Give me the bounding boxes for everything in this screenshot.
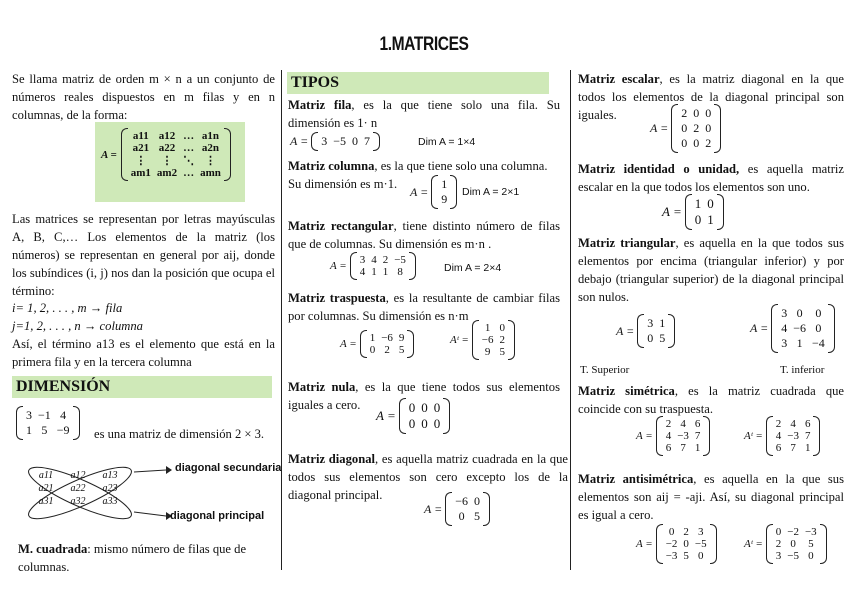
matrix-cell: 6 — [665, 442, 672, 454]
matrix-cell: 0 — [796, 306, 803, 320]
matrix-cell: 1 — [707, 212, 714, 227]
matrix-cell: 6 — [804, 418, 811, 430]
matrix-cell: −3 — [677, 430, 689, 442]
traspuesta-matrix-a: A = 1 −6 9 0 2 5 — [340, 330, 414, 358]
column-divider-1 — [281, 70, 282, 570]
matrix-cell: 0 — [815, 306, 822, 320]
matrix-cell: 0 — [369, 344, 376, 356]
matrix-cell: 5 — [499, 346, 505, 358]
simetrica-matrix-at: Aᵗ = 2 4 6 4 −3 7 6 7 1 — [744, 416, 820, 456]
columna-dim: Dim A = 2×1 — [462, 186, 520, 198]
matrix-cell: 0 — [499, 322, 505, 334]
matrix-cell: −3 — [665, 550, 678, 562]
traspuesta-text: Matriz traspuesta, es la resultante de cambiar filas por columnas. Su dimensión es n·m — [288, 291, 560, 323]
columna-text: Matriz columna, es la que tiene solo una columna. Su dimensión es m·1. — [288, 159, 548, 191]
matrix-cell: 1 — [369, 332, 376, 344]
matrix-cell: a31 — [38, 496, 54, 507]
matrix-cell: 0 — [705, 121, 712, 135]
matrix-cell: 5 — [41, 423, 48, 437]
matrix-cell: … — [183, 167, 195, 179]
matrix-cell: a33 — [102, 496, 118, 507]
matrix-cell: 4 — [371, 254, 377, 266]
traspuesta-matrix-at: Aᵗ = 1 0 −6 2 9 5 — [450, 320, 515, 360]
matrix-cell: a12 — [158, 130, 176, 142]
example-text: Así, el término a13 es el elemento que está en la primera fila y en la tercera columna — [12, 337, 275, 369]
matrix-cell: a22 — [158, 142, 176, 154]
general-matrix: A = a11 a12 … a1n a21 a22 … a2n ⋮ ⋮ ⋱ ⋮ am1 am2 … amn — [101, 128, 231, 181]
matrix-cell: ⋮ — [204, 155, 216, 167]
matrix-cell: 5 — [808, 538, 814, 550]
matrix-cell: 2 — [705, 136, 712, 150]
matrix-cell: 1 — [382, 266, 389, 278]
matrix-cell: 3 — [698, 526, 704, 538]
columna-matrix: A = 1 9 — [410, 175, 457, 209]
matrix-cell: 4 — [359, 266, 366, 278]
page-title: 1.MATRICES — [379, 34, 469, 55]
matrix-cell: 6 — [694, 418, 701, 430]
matrix-cell: 0 — [698, 550, 704, 562]
matrix-cell: a11 — [132, 130, 149, 142]
matrix-cell: 7 — [680, 442, 686, 454]
matrix-cell: −2 — [787, 526, 799, 538]
antisimetrica-matrix-at: Aᵗ = 0 −2 −3 2 0 5 3 −5 0 — [744, 524, 827, 564]
matrix-cell: 3 — [647, 316, 654, 330]
matrix-cell: 0 — [421, 416, 428, 431]
fila-matrix: A = 3 −5 0 7 — [290, 132, 380, 151]
matrix-cell: 0 — [694, 212, 702, 227]
matrix-cell: 2 — [665, 418, 672, 430]
matrix-cell: a12 — [70, 470, 86, 481]
matrix-cell: 0 — [458, 509, 465, 523]
identidad-text: Matriz identidad o unidad, es aquella matriz escalar en la que todos los elementos son uno. — [578, 162, 845, 194]
matrix-cell: … — [183, 130, 195, 142]
matrix-cell: 0 — [408, 400, 416, 415]
matrix-cell: −6 — [793, 321, 806, 335]
matrix-cell: 1 — [804, 442, 811, 454]
tri-inf-matrix: A = 3 0 0 4 −6 0 3 1 −4 — [750, 304, 835, 353]
matrix-cell: a22 — [70, 483, 86, 494]
matrix-cell: 0 — [815, 321, 822, 335]
matrix-cell: 1 — [659, 316, 666, 330]
simetrica-text: Matriz simétrica, es la matriz cuadrada que coincide con su traspuesta. — [578, 384, 845, 416]
matrix-cell: −5 — [787, 550, 799, 562]
matrix-cell: 0 — [681, 136, 688, 150]
matrix-cell: a11 — [38, 470, 54, 481]
general-matrix-box — [95, 122, 245, 202]
matrix-cell: am2 — [156, 167, 178, 179]
matrix-cell: 9 — [441, 192, 448, 206]
matrix-cell: −1 — [38, 408, 51, 422]
matrix-cell: 0 — [433, 416, 441, 431]
matrix-cell: 4 — [781, 321, 788, 335]
matrix-cell: −5 — [394, 254, 406, 266]
matrix-cell: 4 — [790, 418, 796, 430]
diagonal-arrows — [132, 462, 172, 522]
tri-inf-caption: T. inferior — [780, 364, 825, 376]
j-line: j=1, 2, . . . , n → columna — [12, 319, 143, 333]
matrix-cell: 1 — [694, 196, 702, 211]
matrix-cell: 9 — [484, 346, 491, 358]
matrix-cell: 0 — [433, 400, 441, 415]
dimension-heading: DIMENSIÓN — [12, 376, 272, 398]
rectangular-matrix: A = 3 4 2 −5 4 1 1 8 — [330, 252, 416, 280]
column-divider-2 — [570, 70, 571, 570]
matrix-cell: 7 — [790, 442, 796, 454]
matrix-cell: 7 — [364, 134, 370, 148]
matrix-cell: 2 — [681, 106, 688, 120]
diagonal-principal-label: diagonal principal — [170, 510, 265, 522]
matrix-cell: 1 — [441, 177, 448, 191]
matrix-cell: am1 — [130, 167, 151, 179]
matrix-cell: a21 — [132, 142, 150, 154]
tipos-heading: TIPOS — [287, 72, 549, 94]
matrix-cell: ⋮ — [135, 155, 147, 167]
matrix-cell: 6 — [775, 442, 782, 454]
matrix-cell: −3 — [787, 430, 799, 442]
matrix-cell: a23 — [102, 483, 118, 494]
matrix-cell: 4 — [60, 408, 67, 422]
matrix-cell: 4 — [665, 430, 672, 442]
matrix-cell: … — [183, 142, 195, 154]
matrix-cell: 0 — [683, 538, 689, 550]
matrix-cell: 0 — [705, 106, 712, 120]
matrix-cell: −6 — [455, 494, 468, 508]
matrix-cell: 2 — [384, 344, 390, 356]
matrix-cell: ⋮ — [161, 155, 173, 167]
matrix-cell: 1 — [371, 266, 377, 278]
fila-text: Matriz fila, es la que tiene solo una fila. Su dimensión es 1· n — [288, 98, 560, 130]
matrix-cell: 0 — [421, 400, 428, 415]
matrix-cell: 3 — [781, 336, 788, 350]
matrix-cell: 0 — [775, 526, 782, 538]
matrix-cell: 0 — [408, 416, 416, 431]
matrix-cell: 0 — [693, 106, 700, 120]
antisimetrica-text: Matriz antisimétrica, es aquella en la que sus elementos son aij = -aji. Así, su diagonal principal es igual a cero. — [578, 472, 844, 522]
matrix-cell: −9 — [56, 423, 70, 437]
matrix-cell: 0 — [790, 538, 796, 550]
matrix-cell: 5 — [659, 331, 666, 345]
matrix-cell: 3 — [359, 254, 366, 266]
i-line: i= 1, 2, . . . , m → fila — [12, 301, 123, 315]
matrix-cell: 0 — [474, 494, 480, 508]
matrix-cell: 4 — [680, 418, 686, 430]
matrix-cell: 2 — [382, 254, 389, 266]
escalar-matrix: A = 2 0 0 0 2 0 0 0 2 — [650, 104, 721, 153]
matrix-cell: a21 — [38, 483, 54, 494]
matrix-cell: 1 — [26, 423, 32, 437]
matrix-cell: a32 — [70, 496, 86, 507]
diagonal-secundaria-label: diagonal secundaria — [175, 462, 282, 474]
rectangular-dim: Dim A = 2×4 — [444, 262, 502, 274]
nula-matrix: A = 0 0 0 0 0 0 — [376, 398, 450, 434]
matrix-cell: 4 — [775, 430, 782, 442]
matrix-cell: −2 — [665, 538, 678, 550]
dimension-text: es una matriz de dimensión 2 × 3. — [94, 427, 265, 441]
antisimetrica-matrix-a: A = 0 2 3 −2 0 −5 −3 5 0 — [636, 524, 717, 564]
matrix-cell: 2 — [683, 526, 689, 538]
escalar-text: Matriz escalar, es la matriz diagonal en la que todos los elementos de la diagonal principal son iguales. — [578, 72, 844, 122]
matrix-cell: 2 — [499, 334, 505, 346]
matrix-cell: 0 — [693, 136, 700, 150]
matrix-cell: 0 — [647, 331, 654, 345]
matrix-cell: 0 — [808, 550, 814, 562]
matrix-cell: ⋱ — [183, 155, 195, 167]
matrix-cell: 0 — [681, 121, 688, 135]
matrix-cell: 2 — [775, 418, 782, 430]
matrix-cell: 5 — [398, 344, 405, 356]
matrix-cell: 8 — [397, 266, 403, 278]
tri-sup-caption: T. Superior — [580, 364, 630, 376]
matrix-cell: 0 — [668, 526, 675, 538]
matrix-cell: a2n — [201, 142, 220, 154]
matrix-cell: −6 — [481, 334, 494, 346]
nula-text: Matriz nula, es la que tiene todos sus elementos iguales a cero. — [288, 380, 560, 412]
matrix-cell: 7 — [804, 430, 811, 442]
tri-sup-matrix: A = 3 1 0 5 — [616, 314, 675, 348]
rectangular-text: Matriz rectangular, tiene distinto número de filas que de columnas. Su dimensión es m·n . — [288, 219, 560, 251]
matrix-cell: a13 — [102, 470, 118, 481]
diagonal-diagram — [24, 460, 136, 526]
matrix-cell: 0 — [707, 196, 714, 211]
diagonal-matrix: A = −6 0 0 5 — [424, 492, 490, 526]
matrix-cell: 2 — [775, 538, 782, 550]
cuadrada-text: M. cuadrada: mismo número de filas que de columnas. — [18, 542, 247, 574]
fila-dim: Dim A = 1×4 — [418, 136, 476, 148]
notation-text: Las matrices se representan por letras mayúsculas A, B, C,… Los elementos de la matriz (los números) se representan en general por aij, donde los subíndices (i, j) nos dan la posición que ocupa el término: — [12, 212, 275, 298]
matrix-cell: amn — [200, 167, 221, 179]
matrix-cell: −4 — [812, 336, 825, 350]
matrix-cell: −3 — [804, 526, 817, 538]
intro-text: Se llama matriz de orden m × n a un conjunto de números reales dispuestos en m filas y en n columnas, de la forma: — [12, 72, 275, 122]
triangular-text: Matriz triangular, es aquella en la que todos sus elementos por encima (triangular inferior) y por debajo (triangular superior) de la diagonal principal son nulos. — [578, 236, 844, 304]
matrix-cell: 1 — [796, 336, 803, 350]
matrix-cell: −6 — [381, 332, 393, 344]
matrix-cell: 3 — [321, 134, 328, 148]
matrix-cell: 3 — [781, 306, 788, 320]
matrix-cell: 5 — [683, 550, 689, 562]
diagonal-text: Matriz diagonal, es aquella matriz cuadrada en la que todos sus elementos son cero excepto los de la diagonal principal. — [288, 452, 568, 502]
matrix-cell: a1n — [201, 130, 220, 142]
dimension-matrix — [16, 406, 80, 440]
matrix-cell: −5 — [694, 538, 707, 550]
matrix-cell: −5 — [333, 134, 346, 148]
simetrica-matrix-a: A = 2 4 6 4 −3 7 6 7 1 — [636, 416, 710, 456]
matrix-cell: 1 — [484, 322, 491, 334]
matrix-cell: 5 — [474, 509, 480, 523]
matrix-cell: 9 — [398, 332, 405, 344]
matrix-cell: 0 — [352, 134, 358, 148]
matrix-cell: 1 — [694, 442, 701, 454]
identidad-matrix: A = 1 0 0 1 — [662, 194, 724, 230]
matrix-cell: 3 — [775, 550, 782, 562]
matrix-cell: 3 — [26, 408, 32, 422]
matrix-cell: 2 — [693, 121, 700, 135]
matrix-cell: 7 — [694, 430, 701, 442]
